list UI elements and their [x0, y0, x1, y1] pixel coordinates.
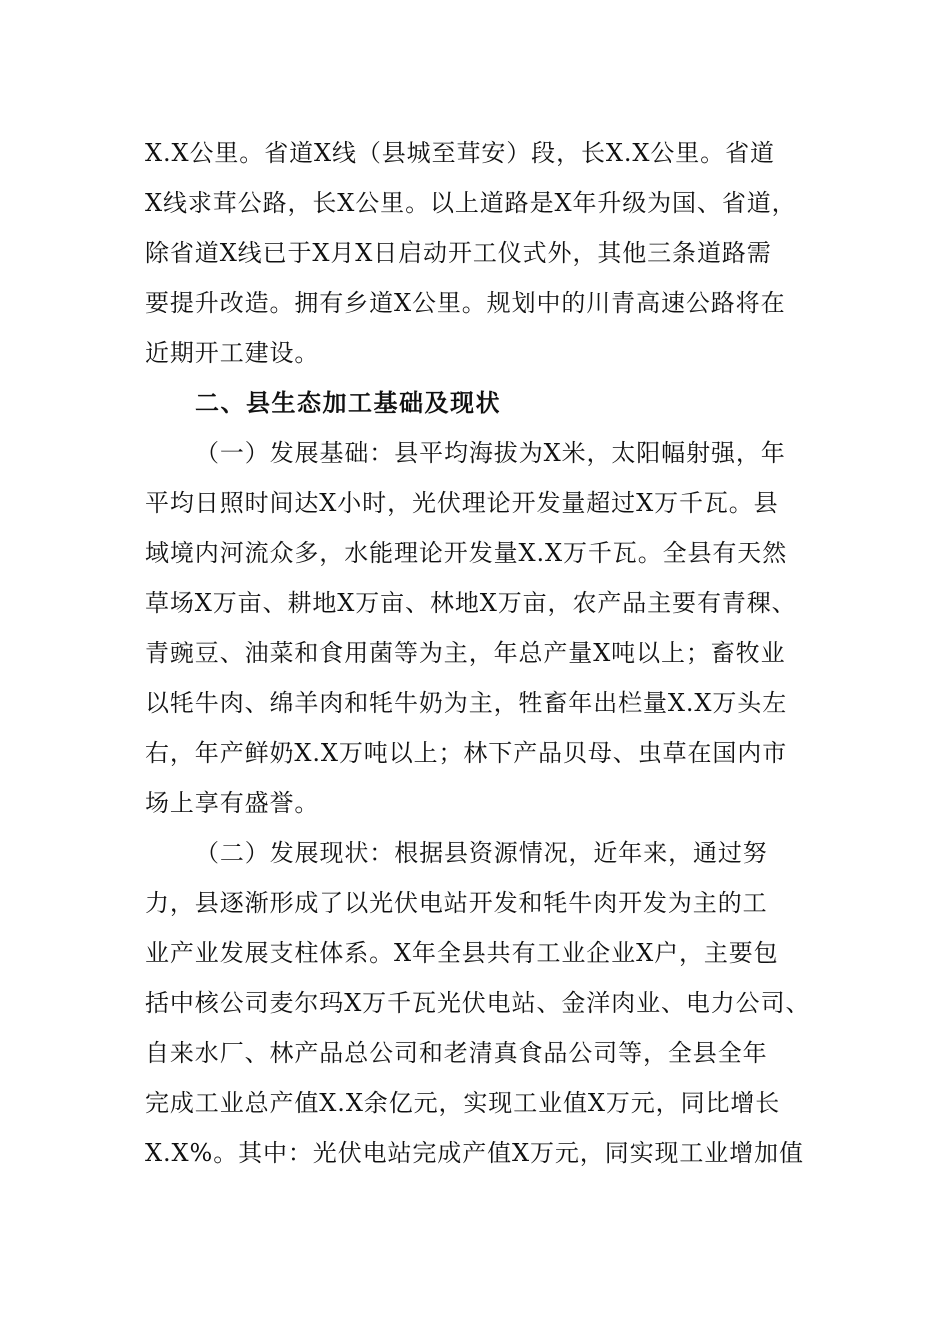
text-line: 平均日照时间达X小时，光伏理论开发量超过X万千瓦。县 — [145, 489, 779, 517]
text-line: （一）发展基础：县平均海拔为X米，太阳幅射强，年 — [195, 439, 786, 467]
text-line: 右，年产鲜奶X.X万吨以上；林下产品贝母、虫草在国内市 — [145, 739, 788, 767]
text-line: （二）发展现状：根据县资源情况，近年来，通过努 — [195, 839, 768, 867]
text-line: 要提升改造。拥有乡道X公里。规划中的川青高速公路将在 — [145, 289, 786, 317]
text-line: 除省道X线已于X月X日启动开工仪式外，其他三条道路需 — [145, 239, 772, 267]
text-line: 草场X万亩、耕地X万亩、林地X万亩，农产品主要有青稞、 — [145, 589, 797, 617]
text-line: 场上享有盛誉。 — [145, 789, 320, 817]
text-line: 业产业发展支柱体系。X年全县共有工业企业X户，主要包 — [145, 939, 779, 967]
text-line: X.X%。其中：光伏电站完成产值X万元，同实现工业增加值 — [145, 1139, 804, 1167]
section-heading: 二、县生态加工基础及现状 — [195, 388, 501, 417]
text-line: 完成工业总产值X.X余亿元，实现工业值X万元，同比增长 — [145, 1089, 781, 1117]
text-line: 力，县逐渐形成了以光伏电站开发和牦牛肉开发为主的工 — [145, 889, 768, 917]
text-line: 近期开工建设。 — [145, 339, 320, 367]
text-line: 自来水厂、林产品总公司和老清真食品公司等，全县全年 — [145, 1039, 768, 1067]
text-line: 以牦牛肉、绵羊肉和牦牛奶为主，牲畜年出栏量X.X万头左 — [145, 689, 788, 717]
text-line: X线求茸公路，长X公里。以上道路是X年升级为国、省道， — [145, 189, 797, 217]
text-line: 青豌豆、油菜和食用菌等为主，年总产量X吨以上；畜牧业 — [145, 639, 786, 667]
text-line: 括中核公司麦尔玛X万千瓦光伏电站、金洋肉业、电力公司、 — [145, 989, 811, 1017]
text-line: X.X公里。省道X线（县城至茸安）段，长X.X公里。省道 — [145, 139, 775, 167]
text-line: 域境内河流众多，水能理论开发量X.X万千瓦。全县有天然 — [145, 539, 788, 567]
